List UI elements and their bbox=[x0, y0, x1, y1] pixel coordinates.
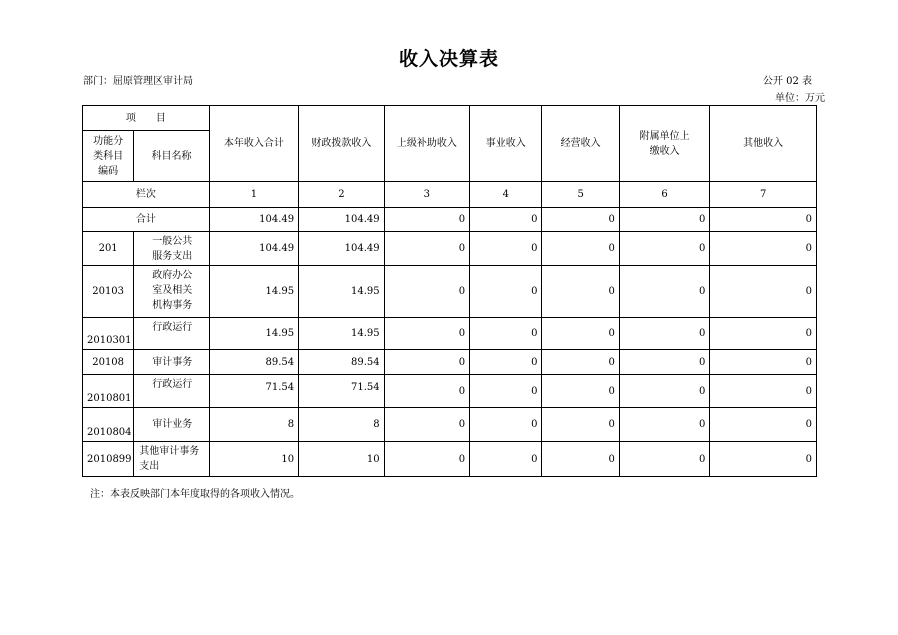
total-cell: 0 bbox=[542, 208, 619, 232]
col-index-label: 栏次 bbox=[83, 182, 210, 208]
row-cell: 0 bbox=[470, 442, 542, 477]
row-cell: 8 bbox=[299, 408, 384, 442]
row-cell: 104.49 bbox=[209, 232, 298, 266]
total-cell: 0 bbox=[619, 208, 709, 232]
row-cell: 0 bbox=[710, 350, 817, 375]
header-item: 项 目 bbox=[83, 106, 210, 131]
department-label: 部门：屈原管理区审计局 bbox=[83, 76, 193, 87]
header-col-4: 事业收入 bbox=[470, 106, 542, 182]
row-cell: 14.95 bbox=[209, 318, 298, 350]
row-cell: 0 bbox=[542, 408, 619, 442]
total-cell: 0 bbox=[470, 208, 542, 232]
total-cell: 104.49 bbox=[209, 208, 298, 232]
header-col-7: 其他收入 bbox=[710, 106, 817, 182]
col-number: 4 bbox=[470, 182, 542, 208]
unit-label: 单位：万元 bbox=[775, 93, 825, 104]
row-name: 一般公共服务支出 bbox=[134, 232, 209, 266]
col-number: 5 bbox=[542, 182, 619, 208]
row-cell: 14.95 bbox=[209, 266, 298, 318]
row-cell: 8 bbox=[209, 408, 298, 442]
row-name: 其他审计事务支出 bbox=[134, 442, 209, 477]
col-number: 7 bbox=[710, 182, 817, 208]
row-cell: 0 bbox=[542, 442, 619, 477]
row-name: 审计事务 bbox=[134, 350, 209, 375]
row-cell: 0 bbox=[384, 350, 469, 375]
row-code: 2010301 bbox=[83, 318, 134, 350]
row-cell: 0 bbox=[384, 232, 469, 266]
header-col-3: 上级补助收入 bbox=[384, 106, 469, 182]
table-row bbox=[83, 350, 817, 375]
header-func-code: 功能分类科目编码 bbox=[83, 131, 134, 182]
row-cell: 0 bbox=[710, 232, 817, 266]
row-cell: 0 bbox=[710, 375, 817, 408]
table-row bbox=[83, 375, 817, 408]
col-number: 6 bbox=[619, 182, 709, 208]
row-cell: 0 bbox=[542, 350, 619, 375]
row-cell: 0 bbox=[470, 375, 542, 408]
table-row bbox=[83, 408, 817, 442]
row-cell: 0 bbox=[710, 266, 817, 318]
row-cell: 0 bbox=[619, 375, 709, 408]
row-cell: 0 bbox=[470, 318, 542, 350]
row-cell: 0 bbox=[542, 375, 619, 408]
table-row bbox=[83, 266, 817, 318]
row-cell: 10 bbox=[209, 442, 298, 477]
total-cell: 104.49 bbox=[299, 208, 384, 232]
header-col-2: 财政拨款收入 bbox=[299, 106, 384, 182]
total-label: 合计 bbox=[83, 208, 210, 232]
footnote: 注：本表反映部门本年度取得的各项收入情况。 bbox=[90, 489, 300, 500]
total-cell: 0 bbox=[384, 208, 469, 232]
row-cell: 0 bbox=[470, 350, 542, 375]
row-name: 行政运行 bbox=[134, 375, 209, 408]
row-cell: 0 bbox=[542, 232, 619, 266]
col-number: 3 bbox=[384, 182, 469, 208]
row-cell: 104.49 bbox=[299, 232, 384, 266]
row-cell: 0 bbox=[384, 442, 469, 477]
row-cell: 14.95 bbox=[299, 266, 384, 318]
row-cell: 89.54 bbox=[209, 350, 298, 375]
header-col-5: 经营收入 bbox=[542, 106, 619, 182]
row-name: 审计业务 bbox=[134, 408, 209, 442]
row-code: 2010804 bbox=[83, 408, 134, 442]
row-cell: 0 bbox=[619, 408, 709, 442]
row-cell: 0 bbox=[384, 408, 469, 442]
income-table bbox=[82, 105, 817, 477]
row-code: 20103 bbox=[83, 266, 134, 318]
col-number: 2 bbox=[299, 182, 384, 208]
header-subject-name: 科目名称 bbox=[134, 131, 209, 182]
row-cell: 0 bbox=[619, 266, 709, 318]
row-cell: 0 bbox=[710, 442, 817, 477]
form-code-label: 公开 02 表 bbox=[762, 76, 812, 87]
row-cell: 0 bbox=[542, 266, 619, 318]
row-cell: 0 bbox=[384, 375, 469, 408]
table-row bbox=[83, 442, 817, 477]
table-row bbox=[83, 318, 817, 350]
row-code: 20108 bbox=[83, 350, 134, 375]
row-cell: 0 bbox=[710, 408, 817, 442]
row-cell: 71.54 bbox=[299, 375, 384, 408]
row-cell: 0 bbox=[542, 318, 619, 350]
row-code: 201 bbox=[83, 232, 134, 266]
row-cell: 89.54 bbox=[299, 350, 384, 375]
row-cell: 71.54 bbox=[209, 375, 298, 408]
col-number: 1 bbox=[209, 182, 298, 208]
row-name: 政府办公室及相关机构事务 bbox=[134, 266, 209, 318]
row-cell: 0 bbox=[619, 442, 709, 477]
row-code: 2010801 bbox=[83, 375, 134, 408]
row-cell: 0 bbox=[619, 232, 709, 266]
row-cell: 10 bbox=[299, 442, 384, 477]
row-cell: 0 bbox=[470, 266, 542, 318]
header-col-1: 本年收入合计 bbox=[209, 106, 298, 182]
row-name: 行政运行 bbox=[134, 318, 209, 350]
page-title: 收入决算表 bbox=[398, 48, 499, 70]
row-cell: 0 bbox=[384, 266, 469, 318]
row-code: 2010899 bbox=[83, 442, 134, 477]
row-cell: 0 bbox=[470, 408, 542, 442]
row-cell: 0 bbox=[710, 318, 817, 350]
table-row bbox=[83, 232, 817, 266]
total-cell: 0 bbox=[710, 208, 817, 232]
row-cell: 0 bbox=[470, 232, 542, 266]
header-col-6: 附属单位上缴收入 bbox=[619, 106, 709, 182]
row-cell: 14.95 bbox=[299, 318, 384, 350]
row-cell: 0 bbox=[619, 318, 709, 350]
row-cell: 0 bbox=[619, 350, 709, 375]
table-row-total bbox=[83, 208, 817, 232]
row-cell: 0 bbox=[384, 318, 469, 350]
